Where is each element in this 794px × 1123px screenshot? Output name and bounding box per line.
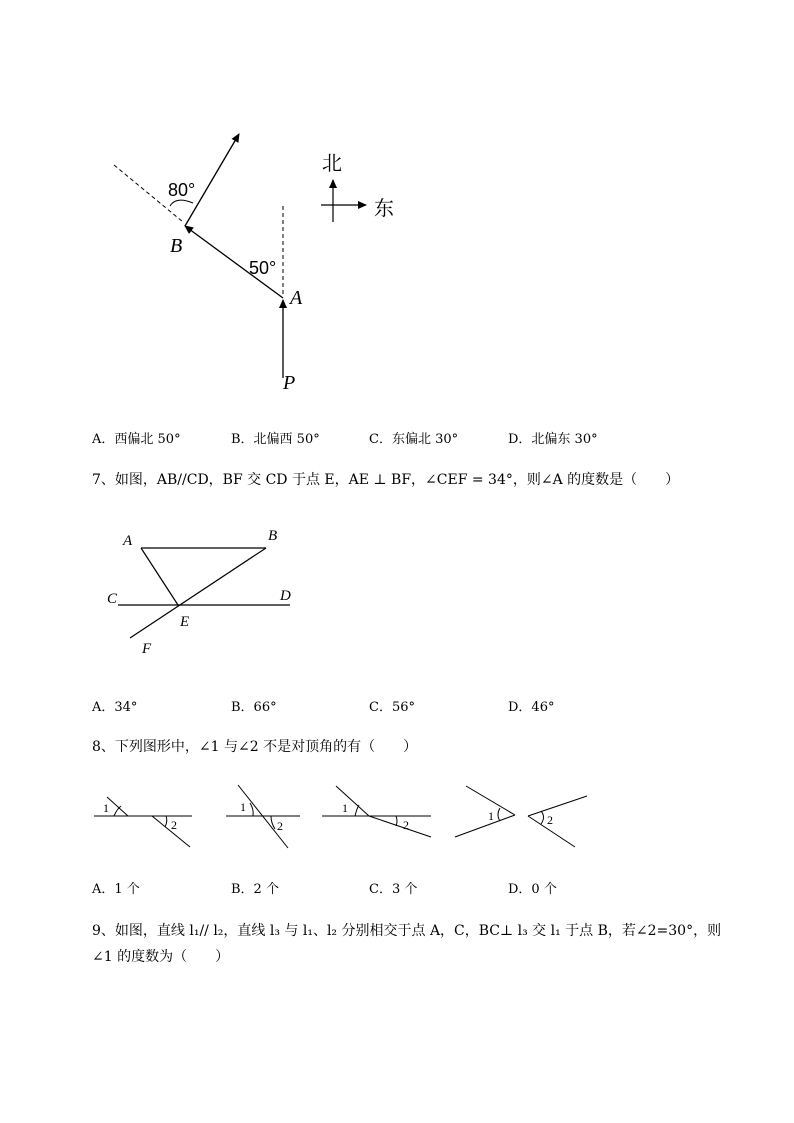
q8-fig2-angle1: 1 bbox=[240, 800, 246, 814]
label-q7-f: F bbox=[142, 641, 152, 657]
q9-text-line2: ∠1 的度数为（ ） bbox=[92, 949, 230, 965]
q8-figure-4 bbox=[455, 786, 587, 847]
figure-q6 bbox=[0, 0, 794, 420]
q8-figure-2 bbox=[226, 785, 300, 848]
compass-east-label: 东 bbox=[374, 198, 394, 220]
q8-figure-3 bbox=[322, 786, 431, 837]
q8-option-d: D．0 个 bbox=[508, 882, 557, 897]
q7-option-b: B．66° bbox=[231, 700, 277, 715]
q8-fig2-angle2: 2 bbox=[277, 819, 283, 833]
label-b: B bbox=[170, 235, 183, 257]
q8-option-c: C．3 个 bbox=[369, 882, 418, 897]
figure-q7 bbox=[0, 520, 794, 660]
q8-fig1-angle2: 2 bbox=[171, 818, 177, 832]
label-q7-b: B bbox=[268, 528, 278, 544]
q8-option-b: B．2 个 bbox=[231, 882, 279, 897]
q7-option-c: C．56° bbox=[369, 700, 415, 715]
label-q7-c: C bbox=[107, 591, 118, 607]
q8-text: 8、下列图形中，∠1 与∠2 不是对顶角的有（ ） bbox=[92, 739, 418, 755]
q8-fig4-angle1: 1 bbox=[488, 809, 494, 823]
line-ae bbox=[141, 548, 178, 605]
q7-text: 7、如图，AB//CD，BF 交 CD 于点 E，AE ⊥ BF，∠CEF = 34°，则∠A 的度数是（ ） bbox=[92, 472, 680, 488]
compass-north-label: 北 bbox=[322, 153, 342, 175]
label-80: 80° bbox=[168, 180, 196, 200]
q6-option-a: A．西偏北 50° bbox=[92, 432, 181, 447]
figure-q8 bbox=[0, 775, 794, 855]
q6-option-c: C．东偏北 30° bbox=[369, 432, 459, 447]
label-q7-e: E bbox=[180, 614, 190, 630]
q8-option-a: A．1 个 bbox=[92, 882, 140, 897]
arc-80 bbox=[170, 200, 193, 206]
q7-option-a: A．34° bbox=[92, 700, 138, 715]
q8-fig4-angle2: 2 bbox=[547, 813, 553, 827]
q8-fig1-angle1: 1 bbox=[103, 801, 109, 815]
q8-figure-1 bbox=[94, 797, 192, 847]
label-p: P bbox=[283, 372, 296, 394]
q8-fig3-angle1: 1 bbox=[342, 801, 348, 815]
label-50: 50° bbox=[249, 258, 277, 278]
label-q7-a: A bbox=[123, 533, 133, 549]
label-a: A bbox=[290, 287, 303, 309]
q6-option-b: B．北偏西 50° bbox=[231, 432, 320, 447]
q6-option-d: D．北偏东 30° bbox=[508, 432, 598, 447]
label-q7-d: D bbox=[280, 588, 291, 604]
q9-text-line1: 9、如图，直线 l₁// l₂，直线 l₃ 与 l₁、l₂ 分别相交于点 A，C，BC⊥ l₃ 交 l₁ 于点 B，若∠2=30°，则 bbox=[92, 923, 722, 939]
q8-fig3-angle2: 2 bbox=[403, 818, 409, 832]
q7-option-d: D．46° bbox=[508, 700, 555, 715]
